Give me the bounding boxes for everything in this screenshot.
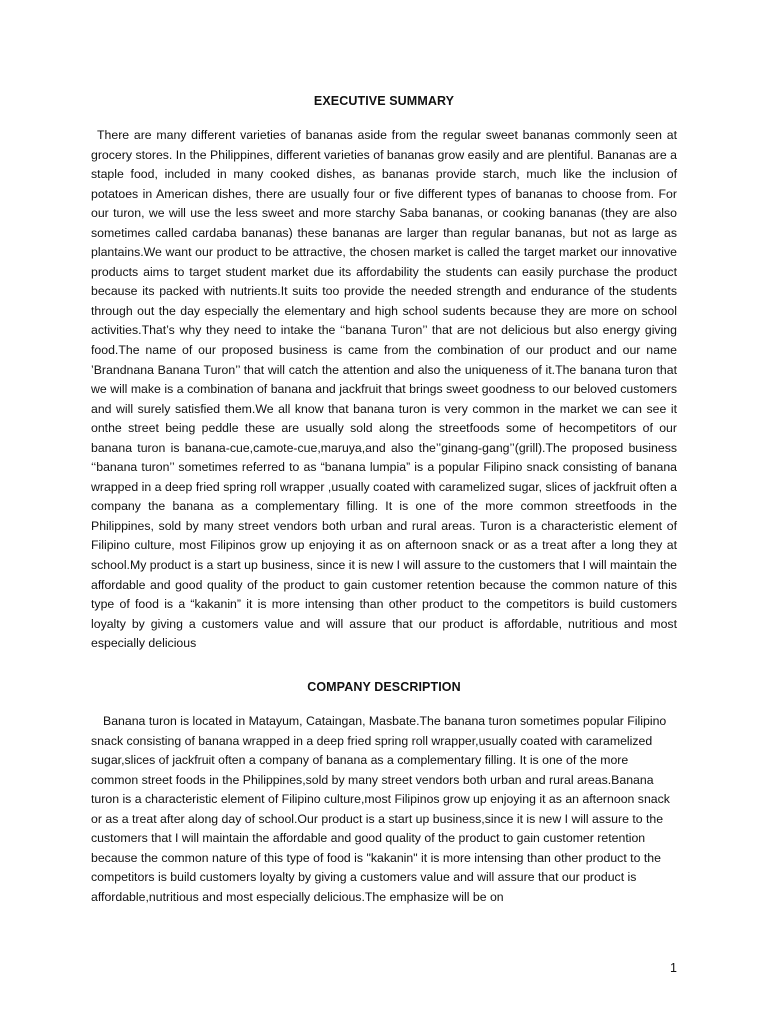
executive-summary-paragraph: There are many different varieties of bananas aside from the regular sweet bananas commonly seen at grocery stores. In the Philippines, different varieties of bananas grow easily and are plentiful. Bananas are a staple food, included in many cooked dishes, as bananas provide starch, much like the inclusion of potatoes in American dishes, there are usually four or five different types of bananas to choose from. For our turon, we will use the less sweet and more starchy Saba bananas, or cooking bananas (they are also sometimes called cardaba bananas) these bananas are larger than regular bananas, but not as large as plantains.We want our product to be attractive, the chosen market is called the target market our innovative products aims to target student market due its affordability the students can easily purchase the product because its packed with nutrients.It suits too provide the needed strength and endurance of the students through out the day especially the elementary and high school sudents because they are more on school activities.That’s why they need to intake the ‘‘banana Turon’’ that are not delicious but also energy giving food.The name of our proposed business is came from the combination of our product and our name ’Brandnana Banana Turon’’ that will catch the attention and also the uniqueness of it.The banana turon that we will make is a combination of banana and jackfruit that brings sweet goodness to our beloved customers and will surely satisfied them.We all know that banana turon is very common in the market we can see it onthe street being peddle these are usually sold along the streetfoods some of hecompetitors of our banana turon is banana-cue,camote-cue,maruya,and also the’’ginang-gang’’(grill).The proposed business ‘‘banana turon’’ sometimes referred to as “banana lumpia” is a popular Filipino snack consisting of banana wrapped in a deep fried spring roll wrapper ,usually coated with caramelized sugar, slices of jackfruit often a company the banana as a complementary filling. It is one of the more common streetfoods in the Philippines, sold by many street vendors both urban and rural areas. Turon is a characteristic element of Filipino culture, most Filipinos grow up enjoying it as on afternoon snack or as a treat after a long they at school.My product is a start up business, since it is new I will assure to the customers that I will maintain the affordable and good quality of the product to gain customer retention because the common nature of this type of food is a “kakanin” it is more intensing than other product to the competitors is build customers loyalty by giving a customers value and will assure that our product is affordable, nutritious and most especially delicious [91, 128, 677, 651]
page-number: 1 [670, 961, 677, 975]
executive-summary-heading: EXECUTIVE SUMMARY [313, 94, 455, 108]
company-description-paragraph: Banana turon is located in Matayum, Cataingan, Masbate.The banana turon sometimes popular Filipino snack consisting of banana wrapped in a deep fried spring roll wrapper,usually coated with caramelized sugar,slices of jackfruit often a company of banana as a complementary filling. It is one of the more common street foods in the Philippines,sold by many street vendors both urban and rural areas.Banana turon is a characteristic element of Filipino culture,most Filipinos grow up enjoying it as an afternoon snack or as a treat after along day of school.Our product is a start up business,since it is new I will assure to the customers that I will maintain the affordable and good quality of the product to gain customer retention because the common nature of this type of food is "kakanin" it is more intensing than other product to the competitors is build customers loyalty by giving a customers value and will assure that our product is affordable,nutritious and most especially delicious.The emphasize will be on [91, 714, 670, 904]
company-description-heading: COMPANY DESCRIPTION [307, 680, 461, 694]
